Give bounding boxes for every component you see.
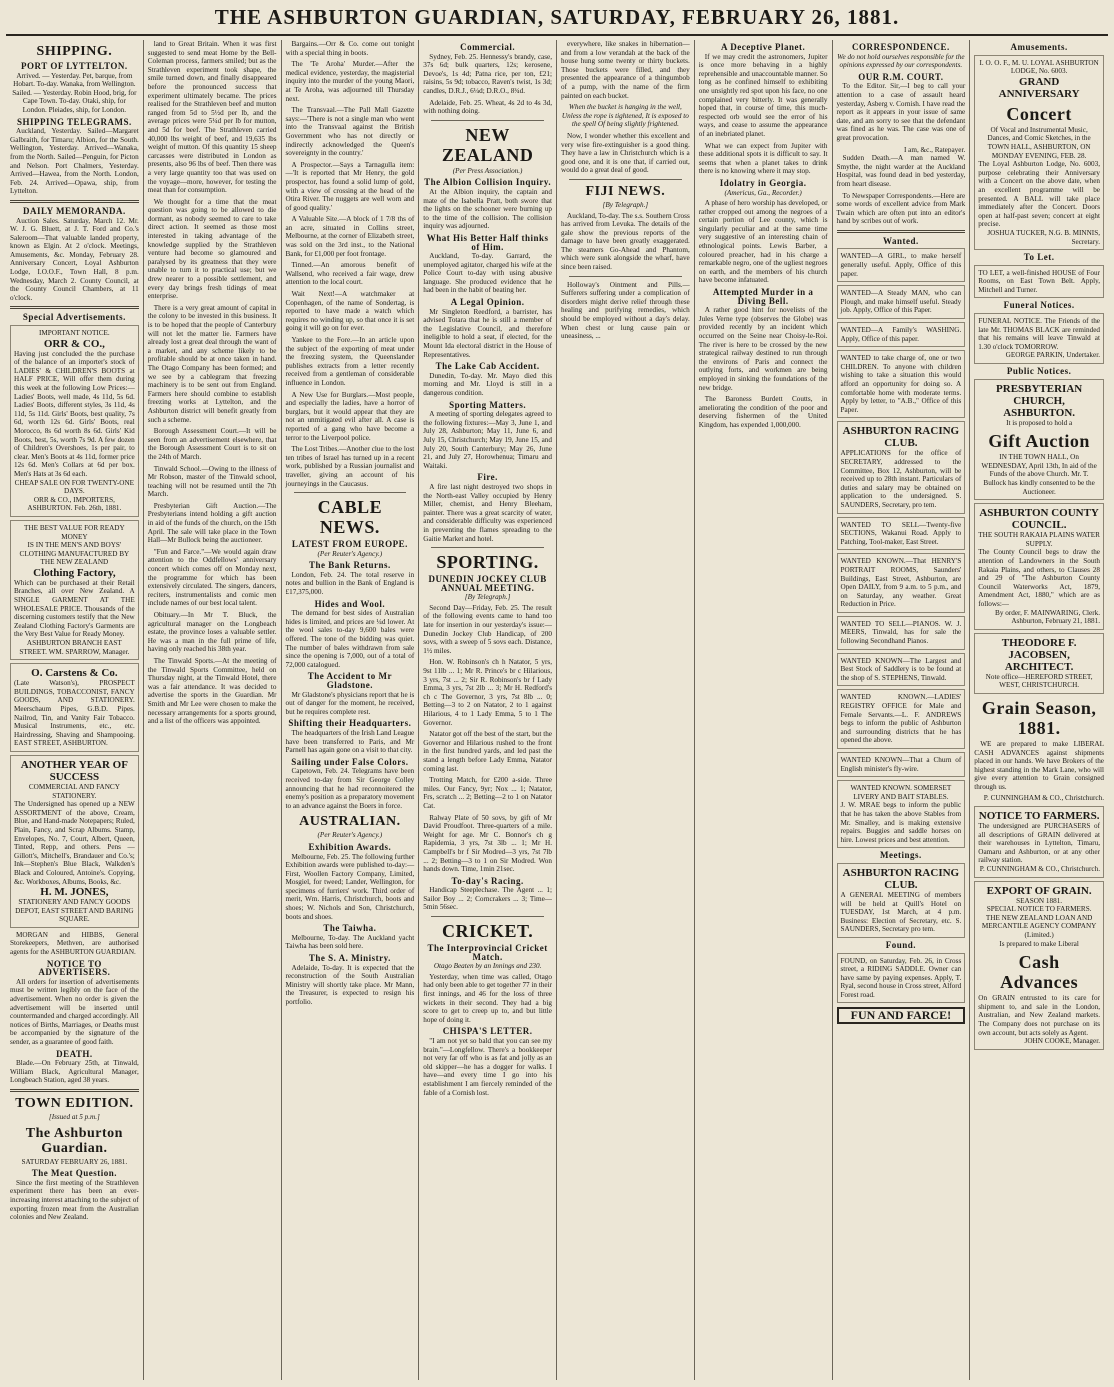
- export-special: SPECIAL NOTICE TO FARMERS.: [986, 905, 1092, 914]
- col3-para-1: Bargains.—Orr & Co. come out tonight with a special thing in boots.: [285, 40, 415, 57]
- correspondence-note: We do not hold ourselves responsible for the opinions expressed by our correspondents.: [837, 52, 965, 70]
- lake-accident-text: Dunedin, To-day. Mr. Mayo died this morning and Mr. Lloyd is still in a dangerous condition.: [423, 371, 552, 397]
- meeting-body: A GENERAL MEETING of members will be held at Quill's Hotel on TUESDAY, 1st March, at 4 p.m. Business: Election of Secretary, etc. S. SAUNDERS, Secretary pro tem.: [840, 890, 962, 934]
- stationery-advert: [10, 755, 139, 928]
- col2-para-6: Presbyterian Gift Auction.—The Presbyterians intend holding a gift auction in aid of the funds of the church, on the 15th April. The sale will take place in the Town Hall—Mr Bullock being the auctioneer.: [147, 501, 277, 545]
- found-heading: Found.: [885, 939, 916, 950]
- death-heading: DEATH.: [56, 1048, 93, 1059]
- results-3: Trotting Match, for £200 a-side. Three miles. Our Fancy, 9yr; Nox ... 1; Natator, Frs, scratch ... 2; Betting—2 to 1 on Natator Cat.: [423, 776, 552, 810]
- fun-and-farce-banner: FUN AND FARCE!: [837, 1007, 966, 1024]
- cash-advances-title: Cash Advances: [1000, 952, 1079, 993]
- australian-sub: (Per Reuter's Agency.): [317, 831, 383, 840]
- col2-para-4: Borough Assessment Court.—It will be seen from an advertisement elsewhere, that the Borough Assessment Court is to sit on the 24th of March.: [147, 427, 277, 461]
- memoranda-heading: DAILY MEMORANDA.: [22, 205, 126, 216]
- racing-club-body: APPLICATIONS for the office of SECRETARY, addressed to the Committee, Box 12, Ashburton, will be received up to 28th instant. Particulars of duties and salary may be obtained on application to the undersigned. S. SAUNDERS, Secretary, pro tem.: [840, 449, 962, 509]
- racing-club-advert: [837, 421, 966, 513]
- grain-season-sign: P. CUNNINGHAM & CO., Christchurch.: [983, 794, 1104, 803]
- col2-para-7: "Fun and Farce."—We would again draw attention to the Oddfellows' anniversary concert which comes off on Monday next, the programme for which has been extensively circulated. The singers, dancers, reciters, instrumentalists and comic men include names of our best local talent.: [147, 547, 277, 608]
- wanted-ad-2: WANTED—A Steady MAN, who can Plough, and make himself useful. Steady job. Apply, Office of this Paper.: [837, 285, 966, 319]
- clothing-body: Which can be purchased at their Retail Branches, all over New Zealand. A SINGLE GARMENT AT THE WHOLESALE PRICE. Thousands of the discerning customers testify that the New Zealand Clothing Factory's Garments are the Very Best Value for Ready Money.: [14, 578, 135, 639]
- meat-body: Since the first meeting of the Strathleven experiment there has been an ever-increasing interest attaching to the subject of exporting frozen meat from the Australian colonies and New Zealand.: [10, 1178, 139, 1222]
- cash-advances-body: On GRAIN entrusted to its care for shipment to, and sale in the London, Australian, and New Zealand markets. The Company does not purchase on its own account, but acts solely as Agent.: [978, 994, 1100, 1037]
- carstens-body: (Late Watson's), PROSPECT BUILDINGS, TOBACCONIST, FANCY GOODS, AND STATIONERY. Meerschaum Pipes, G.B.D. Pipes. Nailrod, Tin, and Vanity Fair Tobacco. Musical Instruments, etc., etc. Hairdressing, Shaving and Shampooing. EAST STREET, ASHBURTON.: [14, 679, 135, 748]
- gift-auction-body: IN THE TOWN HALL, On WEDNESDAY, April 13th, In aid of the Funds of the above Church. Mr. T. Bullock has kindly consented to be the Auctioneer.: [981, 453, 1097, 496]
- to-let-heading: To Let.: [1023, 252, 1055, 263]
- newspaper-columns: [6, 40, 1108, 1380]
- churn-ad: WANTED KNOWN—That a Churn of English minister's fly-wire.: [837, 752, 966, 777]
- wanted-heading: Wanted.: [882, 235, 919, 246]
- grain-season-heading: Grain Season, 1881.: [981, 697, 1097, 738]
- export-advert: [974, 881, 1104, 1050]
- jockey-heading: DUNEDIN JOCKEY CLUB ANNUAL MEETING.: [428, 574, 547, 593]
- gift-auction-title: Gift Auction: [988, 431, 1090, 452]
- murder-text: A rather good hint for novelists of the Jules Verne type (observes the Globe) was provided recently by an incident which occurred on the Seine near Choisy-le-Roi. The river is here to be crossed by the new strategical railway destined to run through the environs of Paris and connect the outlying forts, and workmen are being employed in sinking the foundations of the new bridge.: [698, 306, 828, 392]
- meeting-advert: [837, 863, 966, 938]
- column-5: [557, 40, 695, 1380]
- taiwha-text: Melbourne, To-day. The Auckland yacht Taiwha has been sold here.: [285, 933, 415, 951]
- wanted-ad-4: WANTED to take charge of, one or two CHILDREN. To anyone with children wishing to take a situation this would afford an opportunity for doing so. A comfortable home with moderate terms. Apply by letter, to "A.B.," Office of this Paper.: [837, 350, 966, 418]
- meeting-title: ASHBURTON RACING CLUB.: [842, 866, 960, 891]
- county-council-body: The County Council begs to draw the attention of Landowners in the South Rakaia Plains, and others, to Clauses 28 and 29 of "The Ashburton County Council Waterworks Act, 1879, Amendment Act, 1880," which are as follows:—: [978, 548, 1100, 608]
- found-ad: FOUND, on Saturday, Feb. 26, in Cross street, a RIDING SADDLE. Owner can have same by paying expenses. Apply, T. Ryal, second house in Cross street, Alford Forest road.: [837, 953, 966, 1004]
- legal-opinion-text: Mr Singleton Reedford, a barrister, has advised Totara that he is still a member of the Legislative Council, and therefore ineligible to hold a seat, if elected, for the Mount Ida electoral district in the House of Representatives.: [423, 307, 552, 359]
- gift-intro: It is proposed to hold a: [1006, 418, 1073, 427]
- column-8: [970, 40, 1108, 1380]
- colors-text: Capetown, Feb. 24. Telegrams have been received to-day from Sir George Colley announcing that he had reconnoitered the enemy's position as a preparatory movement to an advance against the Boers in force.: [285, 767, 415, 810]
- col3-para-3: The Transvaal.—The Pall Mall Gazette says:—'There is not a single man who went into the Transvaal against the British Government who has not directly or indirectly acknowledged the Queen's sovereignty in the country.': [285, 106, 415, 158]
- orr-sign: ORR & CO., IMPORTERS, ASHBURTON. Feb. 26th, 1881.: [27, 495, 122, 513]
- concert-body: Of Vocal and Instrumental Music, Dances, and Comic Sketches, in the TOWN HALL, ASHBURTON, ON MONDAY EVENING, FEB. 28.: [987, 125, 1091, 160]
- commercial-text-2: Adelaide, Feb. 25. Wheat, 4s 2d to 4s 3d, with nothing doing.: [423, 98, 552, 116]
- better-half-heading: What His Better Half thinks of Him.: [426, 232, 549, 252]
- cable-news-heading: CABLE NEWS.: [317, 497, 383, 538]
- better-half-text: Auckland, To-day. Garrard, the unemployed agitator, charged his wife at the Police Court to-day with using abusive language. She produced evidence that he had been in the habit of beating her.: [423, 252, 552, 295]
- export-season: SEASON 1881.: [1016, 896, 1063, 905]
- gladstone-heading: The Accident to Mr Gladstone.: [307, 671, 392, 690]
- export-liberal: Is prepared to make Liberal: [999, 939, 1079, 948]
- chispa-heading: CHISPA'S LETTER.: [442, 1026, 533, 1037]
- australian-heading: AUSTRALIAN.: [299, 814, 401, 830]
- orr-notice: IMPORTANT NOTICE.: [39, 329, 110, 338]
- farmers-title: NOTICE TO FARMERS.: [978, 810, 1100, 823]
- town-edition: TOWN EDITION.: [15, 1095, 134, 1111]
- collision-text: At the Albion inquiry, the captain and mate of the Isabella Pratt, both swore that the lights on the schooner were burning up to the time of the collision. The collision inquiry was adjourned.: [423, 187, 552, 231]
- col2-para-3: There is a very great amount of capital in the colony to be invested in this business. It is to be hoped that the people of Canterbury will not let the matter lie. Farmers have already lost a great deal through the want of a market, and any scheme likely to be profitable should be at once taken in hand. The Otago Company has been formed; and we see by a cablegram that freezing machinery is to be sent out from England. Farmers here should combine to establish freezing works at Lyttelton, and the Ashburton district will benefit greatly from such a scheme.: [147, 303, 277, 424]
- county-council-sign: By order, F. MAINWARING, Clerk. Ashburton, February 21, 1881.: [995, 608, 1100, 626]
- shipping-heading: SHIPPING.: [36, 44, 113, 59]
- notice-advertisers-heading: NOTICE TO ADVERTISERS.: [38, 958, 111, 978]
- racing-club-title: ASHBURTON RACING CLUB.: [842, 425, 960, 450]
- oddfellows-lodge: I. O. O. F., M. U. LOYAL ASHBURTON LODGE, No. 6003.: [979, 58, 1099, 76]
- bank-heading: The Bank Returns.: [308, 560, 391, 571]
- wanted-ad-3: WANTED—A Family's WASHING. Apply, Office of this paper.: [837, 322, 966, 347]
- court-text: To the Editor. Sir,—I beg to call your attention to a case of assault heard yesterday, Asberg v. Cornish. I have read the report as it appears in your issue of same date, and am sorry to see that the defendant was fined as he was. The case was one of great provocation.: [836, 82, 966, 142]
- fire-heading: Fire.: [477, 472, 498, 483]
- col2-para-2: We thought for a time that the meat question was going to be allowed to die dormant, as nobody seemed to care to take direct action. It seemed as those most interested in taking advantage of the knowledge supplied by the Strathleven venture had become so glamoured and paralysed by its greatness that they were unable to turn it to practical use; but we drew nearer to a possible settlement, and every day brings fresh tidings of meat enterprise.: [147, 197, 277, 301]
- presbyterian-church: PRESBYTERIAN CHURCH, ASHBURTON.: [996, 382, 1083, 419]
- column-6: [695, 40, 833, 1380]
- concert-body-2: The Loyal Ashburton Lodge, No. 6003, purpose celebrating their Anniversary with a Concert on the above date, when an excellent programme will be presented. A BALL will take place immediately after the Concert. Doors open at half-past seven; concert at eight precise.: [978, 160, 1100, 229]
- sporting-matters-text: A meeting of sporting delegates agreed to the following fixtures:—May 3, June 1, and July 28, Ashburton; May 11, June 6, and July 15, Christchurch; May 19, June 15, and July 20, South Canterbury; May 26, June 21, and July 27, Horowhenua; Timaru and Waitaki.: [423, 410, 552, 470]
- results-4: Ralway Plate of 50 sovs, by gift of Mr David Proudfoot. Three-quarters of a mile. Weight for age. Mr C. Bonnor's ch g Rapidemia, 3 yrs, 7st 3lb ... 1; Mr H. Campbell's br f Sir Modred—3 yrs, 7st 7lb ... 2; Betting—3 to 1 on Sir Modred. Won hands down. Time, 1min 21sec.: [423, 813, 552, 874]
- col3-para-9: A New Use for Burglars.—Most people, and especially the ladies, have a horror of burglars, but it would appear that they are not an unmitigated evil after all. A case is reported of a gang who have become a terror to the Liverpool police.: [285, 390, 415, 442]
- correspondence-heading: CORRESPONDENCE.: [851, 42, 950, 52]
- collision-heading: The Albion Collision Inquiry.: [424, 177, 552, 188]
- farmers-body: The undersigned are PURCHASERS of all descriptions of GRAIN delivered at their warehouses in Lyttelton, Timaru, Oamaru and Ashburton, or at any other railway station.: [978, 822, 1100, 865]
- death-text: Blade.—On February 25th, at Tinwald, William Black, Agricultural Manager, Longbeach Station, aged 38 years.: [10, 1059, 139, 1085]
- planet-text-2: What we can expect from Jupiter with these additional spots it is difficult to say. It seems that when a planet takes to drink there is no knowing where it may stop.: [698, 141, 828, 176]
- exhibition-text: Melbourne, Feb. 25. The following further Exhibition awards were published to-day:—First, Woollen Factory Company, Limited, Mosgiel, for tweed; Lander, Wellington, for specimens of furriers' work. Third order of merit, Wm. Harris, Christchurch, boots and shoes; W. Nichols and Son, Christchurch, boots and shoes.: [285, 852, 415, 921]
- orr-cash: CHEAP SALE ON FOR TWENTY-ONE DAYS.: [14, 478, 135, 496]
- fiji-sub: [By Telegraph.]: [602, 200, 649, 209]
- reuter-agency: (Per Reuter's Agency.): [317, 549, 383, 558]
- county-council-title: ASHBURTON COUNTY COUNCIL.: [979, 507, 1099, 532]
- fire-text: A fire last night destroyed two shops in the North-east Valley occupied by Henry Miller, chemist, and Henry Bleeham, painter. There was a great scarcity of water, and considerable difficulty was experienced in preventing the flames spreading to the Gaitie Market and hotel.: [423, 482, 552, 543]
- carstens-advert: [10, 663, 139, 752]
- architect-title: THEODORE F. JACOBSEN, ARCHITECT.: [1001, 636, 1077, 673]
- latest-europe: LATEST FROM EUROPE.: [291, 539, 408, 550]
- col3-para-4: A Prospector.—Says a Tarnagulla item:—'It is reported that Mr Henry, the gold prospector, has found a solid lump of gold, with a view of crossing at the head of the Otira River. The nuggets are well worn and of good quality.': [285, 160, 415, 212]
- paper-name: The Ashburton Guardian.: [25, 1125, 123, 1156]
- clothing-branch: ASHBURTON BRANCH EAST STREET. WM. SPARROW, Manager.: [19, 639, 130, 656]
- lake-accident-heading: The Lake Cab Accident.: [435, 361, 540, 372]
- notice-advertisers-text: All orders for insertion of advertisements must be written legibly on the face of the advertisement. When no order is given the advertisement will be inserted until countermanded and charged accordingly. All notices of Births, Marriages, or Deaths must be accompanied by the signature of the sender, as a guarantee of good faith.: [10, 977, 139, 1046]
- meat-heading: The Meat Question.: [31, 1168, 117, 1179]
- paper-date: SATURDAY FEBRUARY 26, 1881.: [21, 1157, 128, 1166]
- concert-title: Concert: [1006, 103, 1072, 124]
- livery-title: WANTED KNOWN. SOMERSET LIVERY AND BAIT STABLES.: [850, 784, 952, 801]
- orr-name: ORR & CO.,: [43, 337, 105, 350]
- clothing-advert: [10, 520, 139, 660]
- memoranda-text: Auction Sales. Saturday, March 12. Mr. W. J. G. Bluett, at J. T. Ford and Co.'s Saleroom—That valuable landed property, known as Elgin. At 2 o'clock. Meetings, Amusements, &c. Monday, February 28. Anniversary Concert, Loyal Ashburton Lodge, I.O.O.F., Town Hall, 8 p.m. Wednesday, March 2. County Council, at the County Council Chambers, at 11 o'clock.: [10, 216, 139, 302]
- nz-sub: (Per Press Association.): [452, 166, 523, 175]
- planet-heading: A Deceptive Planet.: [721, 42, 806, 52]
- clothing-factory: Clothing Factory,: [33, 566, 116, 579]
- column-1: [6, 40, 144, 1380]
- col5-para-1: everywhere, like snakes in hibernation—and from a low verandah at the back of the house hung some twenty or thirty buckets. Those buckets were filled, and they presented the appearance of a thingumbob of a pump, with the name of the firm painted on each bucket.: [561, 40, 690, 100]
- cash-advances-sign: JOHN COOKE, Manager.: [1024, 1037, 1100, 1046]
- sudden-death-text: Sudden Death.—A man named W. Smythe, the night warder at the Auckland Hospital, was found dead in bed yesterday, from heart disease.: [836, 154, 966, 188]
- portraits-ad: WANTED KNOWN.—That HENRY'S PORTRAIT ROOMS, Saunders' Buildings, East Street, Ashburton, are Open DAILY, from 9 a.m. to 5 p.m., and on Saturday, any weather. Great Reduction in Price.: [837, 553, 966, 613]
- telegrams-text: Auckland, Yesterday. Sailed—Margaret Galbraith, for Timaru; Albion, for the South. Wellington, Yesterday. Arrived—Wanaka, from the North. Sailed—Penguin, for Picton and Nelson. Port Chalmers, Yesterday. Arrived—Hawea, from the North. London, Feb. 24. Arrived—Opawa, ship, from Lyttelton.: [10, 127, 139, 196]
- sporting-matters-heading: Sporting Matters.: [449, 399, 527, 410]
- jockey-sub: [By Telegraph.]: [464, 593, 511, 602]
- column-7: [833, 40, 971, 1380]
- sporting-heading: SPORTING.: [436, 552, 539, 573]
- idolatry-heading: Idolatry in Georgia.: [719, 177, 807, 188]
- col3-para-2: The 'Te Aroha' Murder.—After the medical evidence, yesterday, the magisterial inquiry into the murder of the young Maori, at Te Aroha, was adjourned till Thursday next.: [285, 60, 415, 103]
- saddlery-ad: WANTED KNOWN—The Largest and Best Stock of Saddlery is to be found at the shop of S. STEPHENS, Tinwald.: [837, 653, 966, 687]
- wanted-ad-1: WANTED—A GIRL, to make herself generally useful. Apply, Office of this paper.: [837, 248, 966, 282]
- masthead: [6, 0, 1108, 36]
- masthead-title: THE ASHBURTON GUARDIAN, SATURDAY, FEBRUARY 26, 1881.: [214, 4, 900, 29]
- col3-para-6: Tinned.—An amorous benefit of Wallsend, who received a fair wage, drew attention to the local court.: [285, 261, 415, 287]
- commercial-heading: Commercial.: [460, 42, 516, 52]
- port-heading: PORT OF LYTTELTON.: [21, 61, 128, 71]
- success-banner: ANOTHER YEAR OF SUCCESS: [20, 758, 128, 783]
- funeral-body: FUNERAL NOTICE. The Friends of the late Mr. THOMAS BLACK are reminded that his remains will leave Tinwald at 1.30 o'clock TOMORROW.: [978, 317, 1100, 351]
- chispa-text: "I am not yet so bald that you can see my brain."—Longfellow. There's a bookkeeper not very far off who is as fat and jolly as an old skipper—he has a dogger for walks. I have—and every time I go into his establishment I am fiercely reminded of the fable of a Cornish lost.: [423, 1037, 552, 1097]
- column-4: [419, 40, 557, 1380]
- column-3: [282, 40, 420, 1380]
- registry-ad: WANTED KNOWN.—LADIES' REGISTRY OFFICE for Male and Female Servants.—L. F. ANDREWS begs to inform the public of Ashburton and surrounding districts that he has opened the above.: [837, 689, 966, 749]
- grand-anniversary: GRAND ANNIVERSARY: [998, 75, 1080, 100]
- architect-advert: [974, 633, 1104, 694]
- fiji-text: Auckland, To-day. The s.s. Southern Cross has arrived from Levuka. The details of the gale show the previous reports of the damage to have been greatly exaggerated. The steamers Go-Ahead and Phantom, which were sunk alongside the wharf, have since been raised.: [561, 211, 690, 272]
- col3-para-5: A Valuable Site.—A block of 1 7/8 ths of an acre, situated in Collins street, Melbourne, at the corner of Elizabeth street, was sold on the 3rd inst., to the National Bank, for £1,000 per foot frontage.: [285, 215, 415, 258]
- funeral-heading: Funeral Notices.: [1003, 300, 1075, 311]
- racing-text: Handicap Steeplechase. The Agent ... 1; Sailor Boy ... 2; Corncrakers ... 3; Time—5min 56sec.: [423, 886, 552, 912]
- concert-advert: [974, 55, 1104, 251]
- grain-season-text: WE are prepared to make LIBERAL CASH ADVANCES against shipments placed in our hands. We have Brokers of the highest standing in the Mark Lane, who will give every attention to Grain consigned through us.: [974, 739, 1104, 791]
- idolatry-sub: (Americus, Ga., Recorder.): [724, 188, 802, 197]
- telegrams-heading: SHIPPING TELEGRAMS.: [16, 116, 132, 127]
- fiji-heading: FIJI NEWS.: [585, 183, 666, 199]
- cricket-text: Yesterday, when time was called, Otago had only been able to get together 77 in their first innings, and 46 for the loss of three wickets in their second. They had a big score to get to creep up to, and but little hope of doing it.: [423, 972, 552, 1024]
- hides-text: The demand for best sides of Australian hides is limited, and prices are ¼d lower. At the wool sales to-day 9,600 bales were offered. The tone of the bidding was quiet. The number of bales withdrawn from sale since the opening is 7,000, out of a total of 72,000 catalogued.: [285, 609, 415, 669]
- colors-heading: Sailing under False Colors.: [291, 756, 409, 767]
- jones-name: H. M. JONES,: [40, 886, 109, 899]
- results-2: Natator got off the best of the start, but the Governor and Hilarious rushed to the front in the first hundred yards, and led past the stand a length before Lady Emma, Natator coming last.: [423, 730, 552, 773]
- concert-sign: JOSHUA TUCKER, N.G. B. MINNIS, Secretary.: [987, 228, 1100, 246]
- clothing-head: THE BEST VALUE FOR READY MONEY: [24, 523, 125, 541]
- town-issued: [Issued at 5 p.m.]: [48, 1112, 100, 1121]
- results-1: Hon. W. Robinson's ch h Natator, 5 yrs, 9st 11lb ... 1; Mr R. Prince's br c Hilarious, 3 yrs, 7st ... 2; Sir R. Robinson's br f Lady Emma, 3 yrs, 7st 2lb ... 3; Mr H. Redford's ch c The Governor, 3 yrs, 7st 8lb ... 0; Betting—3 to 2 on Natator, 2 to 1 against Hilarious, 4 to 1 Lady Emma, 5 to 1 The Governor.: [423, 658, 552, 727]
- architect-body: Note office—HEREFORD STREET, WEST, CHRISTCHURCH.: [985, 672, 1093, 690]
- cricket-sub: Otago Beaten by an Innings and 230.: [433, 962, 542, 971]
- col5-poem: When the bucket is hanging in the well, Unless the rope is tightened, It is exposed to the spell Of being slightly frightened.: [561, 103, 689, 129]
- court-sign: I am, &c., Ratepayer.: [903, 145, 966, 154]
- sections-ad: WANTED TO SELL—Twenty-five SECTIONS, Wakanui Road. Apply to Patching, Tool-maker, East Street.: [837, 517, 966, 551]
- ministry-text: Adelaide, To-day. It is expected that the reconstruction of the South Australian Ministry will shortly take place. Mr Mann, the Treasurer, is expected to resign his portfolio.: [285, 963, 415, 1006]
- bank-text: London, Feb. 24. The total reserve in notes and bullion in the Bank of England is £17,375,000.: [285, 570, 415, 597]
- correspondents-text: To Newspaper Correspondents.—Here are some words of excellent advice from Mark Twain which are often put into an editor's hand by scribes out of work.: [836, 191, 966, 226]
- county-council-advert: [974, 503, 1104, 630]
- gift-auction-advert: [974, 379, 1104, 501]
- export-company: THE NEW ZEALAND LOAN AND MERCANTILE AGENCY COMPANY (Limited.): [981, 913, 1097, 939]
- livery-advert: [837, 780, 966, 848]
- pianos-ad: WANTED TO SELL—PIANOS. W. J. MEERS, Tinwald, has for sale the following Secondhand Pianos.: [837, 616, 966, 650]
- col2-para-9: The Tinwald Sports.—At the meeting of the Tinwald Sports Committee, held on Thursday night, at the Tinwald Hotel, there was a fair attendance. It was decided to advertise the sports in the Guardian. Mr Smith and Mr Lee were chosen to make the necessary arrangements for a sports ground, and a list of the officers was appointed.: [147, 656, 277, 726]
- column-2: [144, 40, 282, 1380]
- export-title: EXPORT OF GRAIN.: [986, 884, 1092, 897]
- col5-para-2: Now, I wonder whether this excellent and very wise fire-extinguisher is a good thing. They have a law in Christchurch which is a good one, and it is one that, if carried out, would do a great deal of good.: [561, 131, 690, 175]
- col3-para-7: Wait Next!—A watchmaker at Copenhagen, of the name of Sondertag, is reported to have made a watch which requires no winding up, so that once it is set going it will go on for ever.: [285, 290, 415, 333]
- public-notices-heading: Public Notices.: [1006, 366, 1072, 377]
- arrived-list: Arrived. — Yesterday. Pet, barque, from Hobart. To-day. Wanaka, from Wellington.: [13, 71, 136, 89]
- col2-para-1: land to Great Britain. When it was first suggested to send meat Home by the Bell-Coleman process, farmers smiled; but as the Strathleven experiment took shape, the smile turned down, and finally disappeared before the pronounced success that experiment ultimately became. The prices realised for the Strathleven beef and mutton ranged from 5d to 5½d per lb, and the average prices were 5¼d per lb for mutton, and 5d for beef. The Strathleven carried 40,000 lbs weight of beef, and 19,635 lbs weight of mutton. Of this quantity 15 sheep carcasses were distributed in London as presents, also 96 lbs of beef. Then there was a very large quantity too that was used on the voyage—more, however, for testing the meat than for consumption.: [147, 40, 277, 195]
- cricket-heading: CRICKET.: [442, 921, 534, 942]
- racing-heading: To-day's Racing.: [451, 875, 524, 886]
- cricket-match-heading: The Interprovincial Cricket Match.: [427, 943, 548, 962]
- county-council-sub: THE SOUTH RAKAIA PLAINS WATER SUPPLY.: [978, 531, 1100, 548]
- legal-opinion-heading: A Legal Opinion.: [450, 297, 525, 308]
- hq-text: The headquarters of the Irish Land League have been transferred to Paris, and Mr Parnell has again gone on a visit to that city.: [285, 728, 415, 755]
- hq-heading: Shifting their Headquarters.: [288, 718, 412, 729]
- sailed-list: Sailed. — Yesterday. Robin Hood, brig, for Cape Town. To-day. Otaki, ship, for London. Pleiades, ship, for London.: [12, 88, 137, 114]
- gladstone-text: Mr Gladstone's physicians report that he is out of danger for the moment, he received, but he requires complete rest.: [285, 690, 415, 716]
- to-let-ad: TO LET, a well-finished HOUSE of Four Rooms, on East Town Belt. Apply, Mitchell and Turner.: [974, 265, 1104, 299]
- ministry-heading: The S. A. Ministry.: [308, 953, 391, 964]
- col2-para-8: Obituary.—In Mr T. Bluck, the agricultural manager on the Longbeach estate, the province loses a valuable settler. He was a man in the full prime of life, having only reached his 38th year.: [147, 611, 277, 654]
- col3-para-10: The Lost Tribes.—Another clue to the lost ten tribes of Israel has turned up in a recent work, published by a Russian journalist and traveller, giving an account of his journeyings in the Caucasus.: [285, 445, 415, 488]
- col3-para-8: Yankee to the Fore.—In an article upon the subject of the exporting of meat under the freezing system, the Queenslander publishes extracts from a letter recently received from a gentleman of considerable influence in London.: [285, 336, 415, 387]
- stationery-head: COMMERCIAL AND FANCY STATIONERY.: [28, 782, 120, 800]
- clothing-intro: IS IN THE MEN'S AND BOYS' CLOTHING MANUFACTURED BY THE NEW ZEALAND: [19, 541, 130, 567]
- exhibition-heading: Exhibition Awards.: [308, 841, 392, 852]
- carstens-name: O. Carstens & Co.: [31, 667, 118, 680]
- funeral-sign: GEORGE PARKIN, Undertaker.: [1005, 351, 1100, 360]
- commercial-text: Sydney, Feb. 25. Hennessy's brandy, case, 37s 6d; bulk quarters, 12s; kerosene, Devoe's, 1s 4d; Patna rice, per ton, £21; raisins, 5s 9d; tobacco, Raven's twist, 1s 3d; candles, D.R.J., 6¼d; D.R.O., 8¾d.: [423, 52, 552, 95]
- special-ads-heading: Special Advertisements.: [22, 312, 126, 323]
- funeral-advert: [974, 313, 1104, 364]
- meetings-heading: Meetings.: [880, 850, 922, 861]
- holloway-advert: Holloway's Ointment and Pills.—Sufferers suffering under a complication of disorders might derive relief through these healing and purifying remedies, which should be employed without a day's delay. When chest or lung cause pain or uneasiness, ...: [561, 280, 690, 341]
- planet-text: If we may credit the astronomers, Jupiter is once more behaving in a highly reprehensible and unaccountable manner. So long as he confined himself to exhibiting one unsightly red spot upon his face, no one complained very bitterly. It was generally hoped that, in course of time, this much-respected orb would see the error of his ways, and cease to assume the appearance of an inebriated planet.: [698, 52, 828, 138]
- stationery-body: The Undersigned has opened up a NEW ASSORTMENT of the above, Cream, Blue, and Hand-made Notepapers; Ruled, Plain, Fancy, and Scrap Albums. Stamp, Envelopes, No. 7, Court, Albert, Queen, Tinted, Repp, and others. Pens — Gillott's, Mitchell's, Brandauer and Co.'s; Ink—Stephen's Blue Black, Walkden's Black and Coloured, Antoine's. Copying, &c. Workboxes, Albums, Books, &c.: [14, 800, 135, 886]
- taiwha-heading: The Taiwha.: [323, 923, 377, 934]
- jockey-text: Second Day—Friday, Feb. 25. The result of the following events came to hand too late for insertion in our yesterday's issue:— Dunedin Jockey Club Handicap, of 200 sovs, with a sweep of 5 sovs each. Distance, 1½ miles.: [423, 603, 552, 655]
- idolatry-text: A phase of hero worship has developed, or rather cropped out among the negroes of a certain portion of Lee county, which is singularly peculiar and at the same time very suggestive of an interesting chain of ethnological points. Lewis Barber, a coloured preacher, had in his charge a remarkable negro, one of the ugliest negroes on earth, and the members of his church have become infatuated.: [698, 199, 828, 285]
- hides-heading: Hides and Wool.: [314, 598, 386, 609]
- amusements-heading: Amusements.: [1010, 42, 1068, 52]
- farmers-sign: P. CUNNINGHAM & CO., Christchurch.: [979, 865, 1100, 874]
- jones-body: STATIONERY AND FANCY GOODS DEPOT, EAST STREET AND BARING SQUARE.: [15, 898, 134, 924]
- murder-heading: Attempted Murder in a Diving Bell.: [712, 287, 814, 306]
- burdett-text: The Baroness Burdett Coutts, in ameliorating the condition of the poor and deserving fishermen of the United Kingdom, has expended 1,000,000.: [698, 395, 828, 429]
- orr-body: Having just concluded the the purchase of the balance of an importer's stock of LADIES' & CHILDREN'S BOOTS at HALF PRICE, Will offer them during this week at the following Low Prices:— Ladies' Boots, well made, 4s 11d, 5s 6d. Ladies' Boots, different styles, 3s 11d, 4s 11d, 5s 11d. Girls' Boots, best quality, 7s 6d, worth 12s 6d. Girls' Boots, real Morocco, 8s 6d worth 8s 6d. Girls' Kid Boots, best, 5s, worth 7s 9d. A few dozen of Children's Overshoes, 1s per pair, to clear. Men's Boots at 4s 11d, former price 12s 6d. Men's Collars at 6d per box. Men's Hats at 3s 6d each.: [14, 349, 135, 478]
- morgan-notice: MORGAN and HIBBS, General Storekeepers, Methven, are authorised agents for the ASHBURTON GUARDIAN.: [10, 930, 139, 957]
- court-heading: OUR R.M. COURT.: [858, 71, 944, 82]
- orr-advert: [10, 325, 139, 517]
- farmers-advert: [974, 806, 1104, 878]
- nz-heading: NEW ZEALAND: [441, 124, 534, 165]
- livery-body: J. W. MRAE begs to inform the public that he has taken the above Stables from Mr. Smalley, and is making extensive repairs. Buggies and saddle horses on hire. Lowest prices and best attention.: [840, 801, 962, 844]
- col2-para-5: Tinwald School.—Owing to the illness of Mr Robson, master of the Tinwald school, teaching will not be resumed until the 7th March.: [147, 464, 277, 499]
